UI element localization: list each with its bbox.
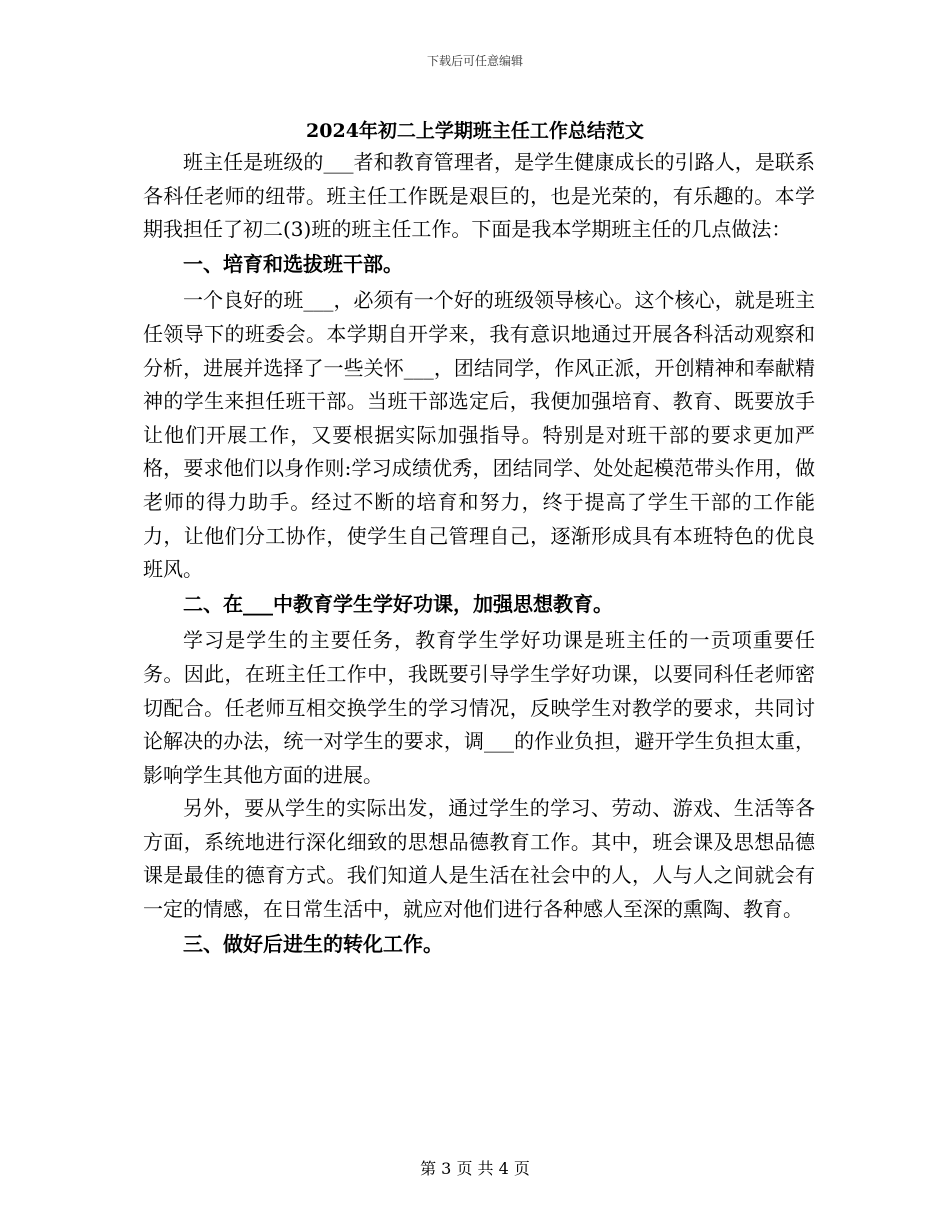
document-body	[143, 146, 815, 964]
paragraph-section-2b: 另外，要从学生的实际出发，通过学生的学习、劳动、游戏、生活等各方面，系统地进行深化细致的思想品德教育工作。其中，班会课及思想品德课是最佳的德育方式。我们知道人是生活在社会中的人，人与人之间就会有一定的情感，在日常生活中，就应对他们进行各种感人至深的熏陶、教育。	[143, 796, 815, 922]
document-title: 2024年初二上学期班主任工作总结范文	[306, 120, 644, 142]
section-heading-2: 二、在___中教育学生学好功课，加强思想教育。	[183, 591, 613, 616]
paragraph-section-1: 一个良好的班___，必须有一个好的班级领导核心。这个核心，就是班主任领导下的班委会。本学期自开学来，我有意识地通过开展各科活动观察和分析，进展并选择了一些关怀___，团结同学，作风正派，开创精神和奉献精神的学生来担任班干部。当班干部选定后，我便加强培育、教育、既要放手让他们开展工作，又要根据实际加强指导。特别是对班干部的要求更加严格，要求他们以身作则:学习成绩优秀，团结同学、处处起模范带头作用，做老师的得力助手。经过不断的培育和努力，终于提高了学生干部的工作能力，让他们分工协作，使学生自己管理自己，逐渐形成具有本班特色的优良班风。	[143, 288, 815, 582]
paragraph-intro: 班主任是班级的___者和教育管理者，是学生健康成长的引路人，是联系各科任老师的纽带。班主任工作既是艰巨的，也是光荣的，有乐趣的。本学期我担任了初二(3)班的班主任工作。下面是我本学期班主任的几点做法：	[143, 150, 815, 242]
page-number-footer: 第 3 页 共 4 页	[420, 1159, 530, 1178]
paragraph-section-2a: 学习是学生的主要任务，教育学生学好功课是班主任的一贡项重要任务。因此，在班主任工作中，我既要引导学生学好功课，以要同科任老师密切配合。任老师互相交换学生的学习情况，反映学生对教学的要求，共同讨论解决的办法，统一对学生的要求，调___的作业负担，避开学生负担太重，影响学生其他方面的进展。	[143, 628, 815, 787]
section-heading-3: 三、做好后进生的转化工作。	[183, 931, 443, 956]
section-heading-1: 一、培育和选拔班干部。	[183, 251, 403, 276]
header-note: 下载后可任意编辑	[426, 54, 523, 68]
